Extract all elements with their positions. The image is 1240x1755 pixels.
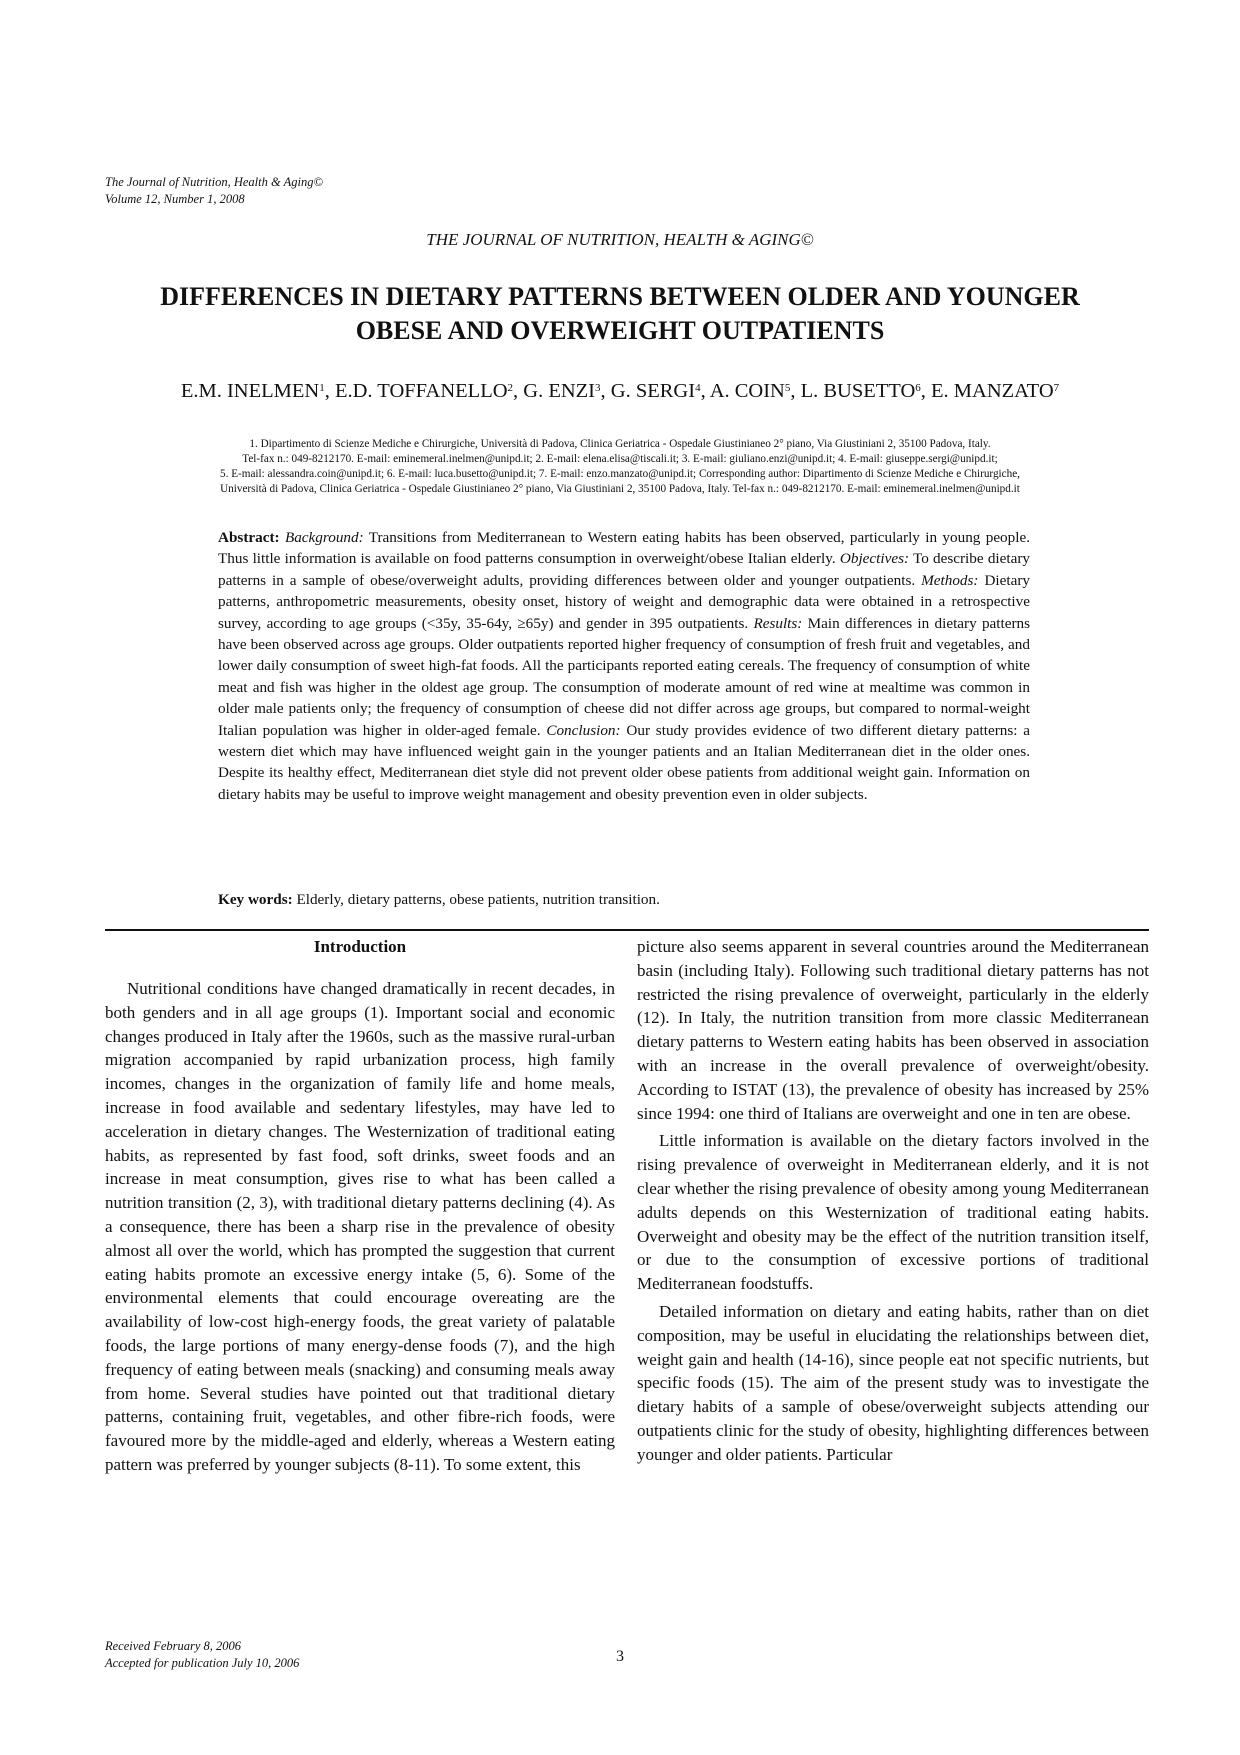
methods-text: Dietary patterns, anthropometric measurements, obesity onset, history of weight and demographic data were obtained in a retrospective survey, according to age groups (<35y, 35-64y, ≥65y) and gender in 395 outpatients.: [218, 571, 1031, 632]
author-name: A. COIN: [709, 380, 785, 402]
article-title: [90, 280, 1150, 348]
body-paragraph: Nutritional conditions have changed dramatically in recent decades, in both genders and in all age groups (1). Important social and economic changes produced in Italy after the 1960s, such as the massive rural-urban migration accompanied by rapid urbanization process, high family incomes, changes in the organization of family life and home meals, increase in food available and sedentary lifestyles, may have led to acceleration in dietary changes. The Westernization of traditional eating habits, as represented by fast food, soft drinks, sweet foods and an increase in meat consumption, gives rise to what has been called a nutrition transition (2, 3), with traditional dietary patterns declining (4). As a consequence, there has been a sharp rise in the prevalence of obesity almost all over the world, which has prompted the suggestion that current eating habits promote an excessive energy intake (5, 6). Some of the environmental elements that could encourage overeating are the availability of low-cost high-energy foods, the great variety of palatable foods, the large portions of many energy-dense foods (7), and the high frequency of eating between meals (snacking) and consuming meals away from home. Several studies have pointed out that traditional dietary patterns, containing fruit, vegetables, and other fibre-rich foods, were favoured more by the middle-aged and elderly, whereas a Western eating pattern was preferred by younger subjects (8-11). To some extent, this: [105, 979, 615, 1474]
section-divider: [105, 929, 1149, 931]
author-affiliation-number: 1: [319, 382, 325, 394]
author-affiliation-number: 2: [507, 382, 514, 394]
accepted-date: Accepted for publication July 10, 2006: [105, 1656, 300, 1670]
author-name: G. ENZI: [523, 380, 596, 402]
author-affiliation-number: 7: [1053, 382, 1060, 394]
keywords-label: Key words:: [218, 891, 293, 908]
affiliation-line: Tel-fax n.: 049-8212170. E-mail: eminemeral.inelmen@unipd.it; 2. E-mail: elena.elisa@tiscali.it; 3. E-mail: giuliano.enzi@unipd.it; 4. E-mail: giuseppe.sergi@unipd.it;: [242, 453, 998, 465]
received-date: Received February 8, 2006: [105, 1639, 242, 1653]
objectives-label: Objectives:: [839, 550, 910, 568]
results-label: Results:: [753, 614, 803, 632]
methods-label: Methods:: [921, 571, 979, 589]
abstract: [218, 527, 1030, 805]
author-affiliation-number: 6: [915, 382, 921, 394]
affiliation-line: 5. E-mail: alessandra.coin@unipd.it; 6. E-mail: luca.busetto@unipd.it; 7. E-mail: enzo.manzato@unipd.it; Corresponding author: Dipartimento di Scienze Mediche e Chirurgiche,: [220, 468, 1020, 480]
author-affiliation-number: 5: [784, 382, 791, 394]
page-number: 3: [616, 1648, 624, 1665]
author-name: E.D. TOFFANELLO: [334, 380, 508, 402]
keywords: [218, 891, 1030, 909]
journal-volume: Volume 12, Number 1, 2008: [105, 192, 245, 206]
objectives-text: To describe dietary patterns in a sample of obese/overweight adults, providing differences between older and younger outpatients.: [218, 550, 1030, 589]
right-column: [637, 935, 1149, 1467]
author-name: G. SERGI: [610, 380, 696, 402]
affiliation-line: 1. Dipartimento di Scienze Mediche e Chirurgiche, Università di Padova, Clinica Geriatrica - Ospedale Giustinianeo 2° piano, Via Giustiniani 2, 35100 Padova, Italy.: [249, 438, 991, 450]
keywords-text: Elderly, dietary patterns, obese patients, nutrition transition.: [296, 891, 660, 908]
body-paragraph: Detailed information on dietary and eating habits, rather than on diet composition, may be useful in elucidating the relationships between diet, weight gain and health (14-16), since people eat not specific nutrients, but specific foods (15). The aim of the present study was to investigate the dietary habits of a sample of obese/overweight subjects attending our outpatients clinic for the study of obesity, highlighting differences between younger and older patients. Particular: [637, 1301, 1149, 1464]
journal-name: The Journal of Nutrition, Health & Aging©: [105, 175, 323, 189]
author-list: E.M. INELMEN$^1$, E.D. TOFFANELLO$^2$, G. ENZI$^3$, G. SERGI$^4$, A. COIN$^5$, L. BUSETTO$^6$, E. MANZATO$^7$: [180, 380, 1060, 402]
title-line-1: DIFFERENCES IN DIETARY PATTERNS BETWEEN OLDER AND YOUNGER: [160, 282, 1080, 311]
journal-meta: [105, 174, 323, 208]
background-label: Background:: [284, 529, 364, 546]
journal-heading: THE JOURNAL OF NUTRITION, HEALTH & AGING©: [426, 230, 814, 249]
affiliations: [90, 437, 1150, 497]
title-line-2: OBESE AND OVERWEIGHT OUTPATIENTS: [355, 316, 885, 345]
conclusion-label: Conclusion:: [546, 721, 621, 739]
author-name: E. MANZATO: [931, 380, 1054, 402]
abstract-label: Abstract:: [218, 529, 280, 546]
results-text: Main differences in dietary patterns have been observed across age groups. Older outpatients reported higher frequency of consumption of fresh fruit and vegetables, and lower daily consumption of sweet high-fat foods. All the participants reported eating cereals. The frequency of consumption of white meat and fish was higher in the oldest age group. The consumption of moderate amount of red wine at mealtime was common in older male patients only; the frequency of consumption of cheese did not differ across age groups, but compared to normal-weight Italian population was higher in older-aged female.: [218, 614, 1031, 739]
author-name: L. BUSETTO: [800, 380, 916, 402]
introduction-heading: Introduction: [313, 937, 407, 956]
author-affiliation-number: 4: [695, 382, 701, 394]
affiliation-line: Università di Padova, Clinica Geriatrica - Ospedale Giustinianeo 2° piano, Via Giustiniani 2, 35100 Padova, Italy. Tel-fax n.: 049-8212170. E-mail: eminemeral.inelmen@unipd.it: [220, 483, 1020, 495]
body-paragraph: picture also seems apparent in several countries around the Mediterranean basin (including Italy). Following such traditional dietary patterns has not restricted the rising prevalence of overweight, particularly in the elderly (12). In Italy, the nutrition transition from more classic Mediterranean dietary patterns to Western eating habits has been observed in association with an increase in the overall prevalence of overweight/obesity. According to ISTAT (13), the prevalence of obesity has increased by 25% since 1994: one third of Italians are overweight and one in ten are obese.: [637, 937, 1149, 1123]
left-column: [105, 935, 615, 1477]
author-name: E.M. INELMEN: [180, 380, 320, 402]
conclusion-text: Our study provides evidence of two different dietary patterns: a western diet which may have influenced weight gain in the younger patients and an Italian Mediterranean diet in the older ones. Despite its healthy effect, Mediterranean diet style did not prevent older obese patients from additional weight gain. Information on dietary habits may be useful to improve weight management and obesity prevention even in older subjects.: [218, 721, 1031, 803]
background-text: Transitions from Mediterranean to Western eating habits has been observed, particularly in young people. Thus little information is available on food patterns consumption in overweight/obese Italian elderly.: [218, 529, 1031, 568]
author-affiliation-number: 3: [595, 382, 601, 394]
body-paragraph: Little information is available on the dietary factors involved in the rising prevalence of overweight in Mediterranean elderly, and it is not clear whether the rising prevalence of obesity among young Mediterranean adults depends on this Westernization of traditional eating habits. Overweight and obesity may be the effect of the nutrition transition itself, or due to the consumption of excessive portions of traditional Mediterranean foodstuffs.: [637, 1131, 1149, 1294]
